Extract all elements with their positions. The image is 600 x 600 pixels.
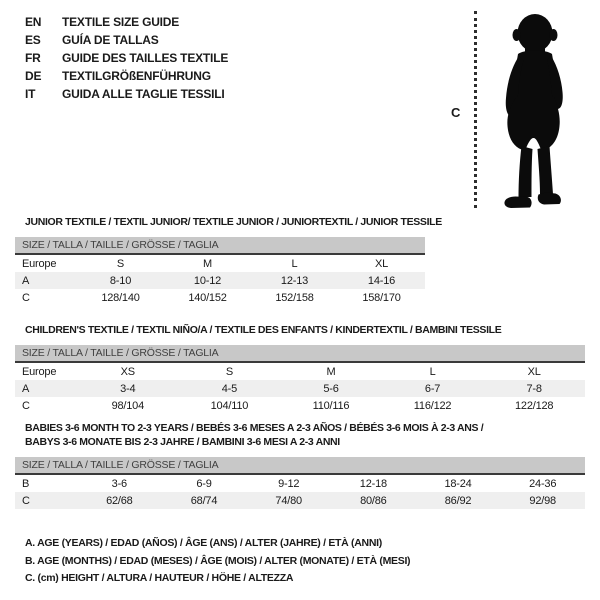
row-label: C [22,291,30,304]
babies-section-title-line1: BABIES 3-6 MONTH TO 2-3 YEARS / BEBÉS 3-6 MESES A 2-3 AÑOS / BÉBÉS 3-6 MOIS À 2-3 ANS / [25,422,484,434]
size-cell: 3-4 [120,382,136,395]
language-title: GUIDE DES TAILLES TEXTILE [62,51,229,65]
note-b: B. AGE (MONTHS) / EDAD (MESES) / ÂGE (MOIS) / ALTER (MONATE) / ETÀ (MESI) [25,554,411,567]
size-cell: 116/122 [413,399,452,412]
column-header: XL [527,365,541,378]
note-a: A. AGE (YEARS) / EDAD (AÑOS) / ÂGE (ANS) / ALTER (JAHRE) / ETÀ (ANNI) [25,537,382,549]
junior-section-title: JUNIOR TEXTILE / TEXTIL JUNIOR/ TEXTILE JUNIOR / JUNIORTEXTIL / JUNIOR TESSILE [25,216,442,228]
column-header: Europe [22,257,57,270]
row-label: A [22,274,30,287]
size-cell: 74/80 [275,494,302,507]
size-cell: 12-13 [280,274,309,287]
babies-section-title-line2: BABYS 3-6 MONATE BIS 2-3 JAHRE / BAMBINI 3-6 MESI A 2-3 ANNI [25,436,340,448]
size-cell: 9-12 [278,477,300,490]
column-header: XS [120,365,135,378]
row-label: B [22,477,30,490]
babies-textile-section [15,421,585,509]
column-header: M [326,365,336,378]
size-cell: 14-16 [367,274,396,287]
language-code: ES [25,33,41,47]
size-header-label: SIZE / TALLA / TAILLE / GRÖSSE / TAGLIA [22,459,219,471]
junior-row-a [15,272,425,289]
list-item [25,13,228,31]
column-header: M [203,257,212,270]
size-cell: 3-6 [111,477,127,490]
size-cell: 92/98 [529,494,556,507]
list-item [25,49,228,67]
list-item [25,31,228,49]
children-size-header-bar [15,345,585,363]
language-code: EN [25,15,42,29]
size-cell: 128/140 [101,291,140,304]
size-cell: 24-36 [529,477,557,490]
row-label: A [22,382,30,395]
column-header: S [116,257,125,270]
junior-columns-row [15,255,425,272]
list-item [25,85,228,103]
size-cell: 62/68 [106,494,133,507]
note-c: C. (cm) HEIGHT / ALTURA / HAUTEUR / HÖHE / ALTEZZA [25,572,294,584]
size-cell: 6-9 [196,477,212,490]
size-cell: 86/92 [444,494,472,507]
language-title-list [25,13,228,103]
size-cell: 4-5 [221,382,238,395]
column-header: L [291,257,298,270]
babies-row-b [15,475,585,492]
row-label: C [22,494,30,507]
language-code: DE [25,69,42,83]
language-title: TEXTILE SIZE GUIDE [62,15,180,29]
legend-notes [25,535,410,588]
size-header-label: SIZE / TALLA / TAILLE / GRÖSSE / TAGLIA [22,239,219,251]
baby-silhouette-icon [485,10,583,210]
babies-row-c [15,492,585,509]
language-title: GUIDA ALLE TAGLIE TESSILI [62,87,225,101]
children-section-title: CHILDREN'S TEXTILE / TEXTIL NIÑO/A / TEXTILE DES ENFANTS / KINDERTEXTIL / BAMBINI TESSILE [25,324,502,336]
children-row-a [15,380,585,397]
language-code: FR [25,51,41,65]
size-cell: 140/152 [188,291,227,304]
babies-size-header-bar [15,457,585,475]
size-cell: 152/158 [275,291,314,304]
size-cell: 158/170 [362,291,401,304]
junior-textile-section [15,215,442,306]
language-title: GUÍA DE TALLAS [62,33,159,47]
size-header-label: SIZE / TALLA / TAILLE / GRÖSSE / TAGLIA [22,347,219,359]
size-cell: 98/104 [111,399,145,412]
language-title: TEXTILGRÖßENFÜHRUNG [62,69,211,83]
junior-size-header-bar [15,237,425,255]
list-item [25,67,228,85]
height-measure-label: C [451,105,461,120]
size-cell: 12-18 [359,477,387,490]
column-header: Europe [22,365,57,378]
size-cell: 18-24 [444,477,472,490]
junior-row-c [15,289,425,306]
size-cell: 7-8 [526,382,542,395]
size-cell: 6-7 [424,382,441,395]
size-cell: 8-10 [109,274,132,287]
height-measure-figure [448,8,588,212]
size-cell: 122/128 [514,399,554,412]
children-columns-row [15,363,585,380]
column-header: XL [374,257,389,270]
language-code: IT [25,87,36,101]
column-header: L [429,365,436,378]
height-dotted-line [474,11,477,208]
size-cell: 104/110 [210,399,249,412]
size-cell: 80/86 [360,494,387,507]
children-row-c [15,397,585,414]
size-cell: 5-6 [323,382,339,395]
children-textile-section [15,323,585,414]
size-cell: 10-12 [193,274,222,287]
size-cell: 110/116 [312,399,350,412]
column-header: S [225,365,233,378]
size-cell: 68/74 [190,494,218,507]
row-label: C [22,399,30,412]
